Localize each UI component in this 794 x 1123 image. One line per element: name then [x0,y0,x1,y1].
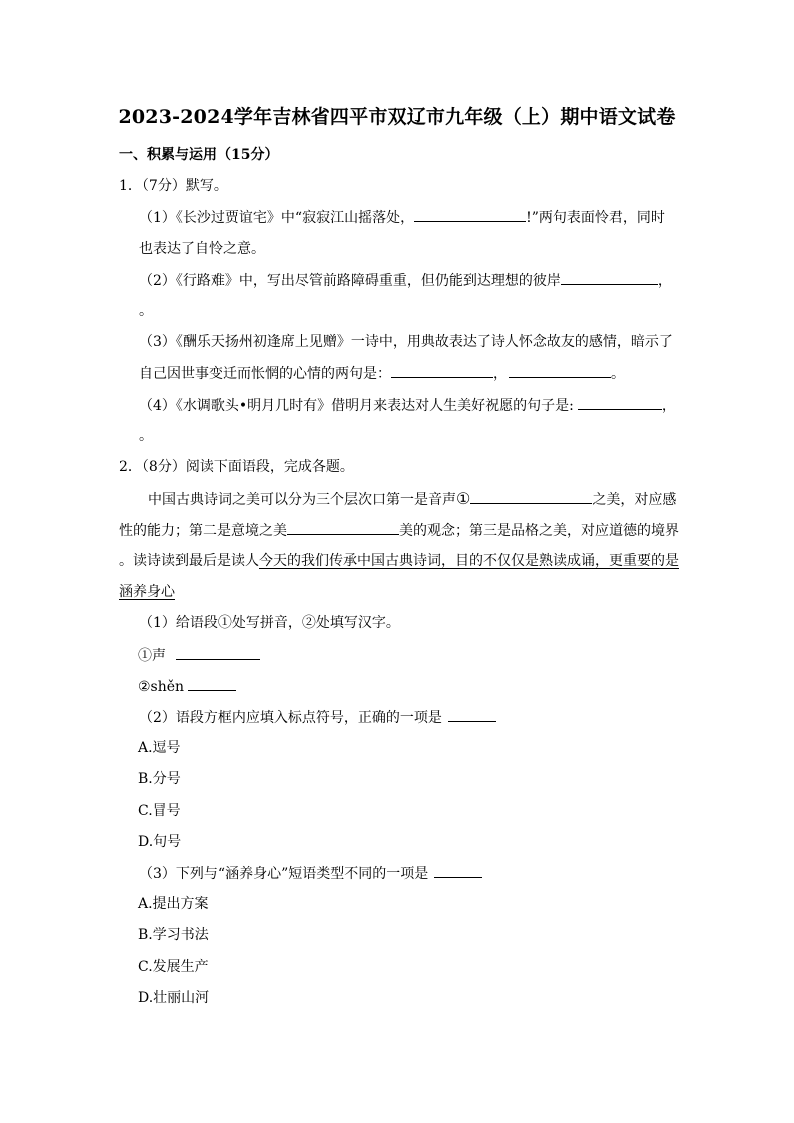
q1-item-2 [139,271,672,290]
q2-answer-1 [138,646,260,665]
page-title: 2023-2024学年吉林省四平市双辽市九年级（上）期中语文试卷 [118,106,676,128]
option-a: A.逗号 [138,740,181,756]
q1-item-3: （3）《酬乐天扬州初逢席上见赠》一诗中，用典故表达了诗人怀念故友的感情，暗示了 [139,334,673,350]
passage-line-1 [148,490,676,509]
option-b: B.分号 [138,771,181,787]
answer-blank [287,521,399,535]
answer-blank [414,208,526,222]
option-a: A.提出方案 [138,896,209,912]
option-d: D.句号 [138,834,182,850]
q1-2-text-a: （2）《行路难》中，写出尽管前路障碍重重，但仍能到达理想的彼岸 [139,273,561,289]
sub-question-text: （3）下列与“涵养身心”短语类型不同的一项是 [139,866,429,882]
q1-item-1-cont: 也表达了自怜之意。 [139,241,265,257]
underlined-text: 今天的我们传承中国古典诗词，目的不仅仅是熟读成诵，更重要的是 [259,553,679,569]
q1-1-text-a: （1）《长沙过贾谊宅》中“寂寂江山摇落处， [139,210,415,226]
q1-3-text-c: ， [493,366,507,382]
answer-blank [434,864,482,878]
q2-sub-2 [139,708,496,727]
q1-4-text-b: ， [661,398,676,414]
answer-blank [509,364,611,378]
option-d: D.壮丽山河 [138,990,210,1006]
passage-text: 。读诗读到最后是读人 [119,553,259,569]
q1-4-text-a: （4）《水调歌头•明月几时有》借明月来表达对人生美好祝愿的句子是: [139,398,574,414]
answer-blank [391,364,493,378]
passage-text: 中国古典诗词之美可以分为三个层次口第一是音声 [148,492,456,508]
section-heading: 一、积累与运用（15分） [119,147,279,163]
q2-answer-2 [138,677,236,696]
option-b: B.学习书法 [138,927,209,943]
q1-2-text-b: ， [657,273,672,289]
passage-line-3 [119,552,679,570]
answer-blank [578,396,662,410]
answer-blank [448,708,496,722]
q1-3-text-b: 自己因世事变迁而怅惘的心情的两句是： [139,366,391,382]
answer-blank [188,677,236,691]
passage-line-2 [119,521,679,540]
q1-item-4-cont: 。 [139,428,153,444]
answer-label: ②shěn [138,679,185,695]
q1-3-text-d: 。 [611,366,625,382]
answer-blank [561,271,658,285]
passage-text: 之美，对应感 [592,492,677,508]
passage-text: 美的观念；第三是品格之美，对应道德的境界 [399,523,679,539]
q2-sub-1: （1）给语段①处写拼音，②处填写汉字。 [139,615,400,631]
question-1-head: 1．（7分）默写。 [119,178,228,194]
q1-1-text-b: !”两句表面怜君，同时 [526,210,665,226]
sub-question-text: （2）语段方框内应填入标点符号，正确的一项是 [139,710,442,726]
question-2-head: 2．（8分）阅读下面语段，完成各题。 [119,459,354,475]
passage-text: 性的能力；第二是意境之美 [119,523,287,539]
answer-label: ①声 [138,648,166,664]
marker-1: ① [456,489,471,508]
passage-line-4: 涵养身心 [119,584,175,600]
option-c: C.发展生产 [138,959,209,975]
q1-item-4 [139,396,676,415]
q1-item-1 [139,208,665,227]
option-c: C.冒号 [138,803,181,819]
q1-item-2-cont: 。 [139,303,153,319]
q2-sub-3 [139,864,482,883]
q1-item-3-cont [139,364,625,383]
answer-blank [470,490,592,504]
answer-blank [176,646,260,660]
